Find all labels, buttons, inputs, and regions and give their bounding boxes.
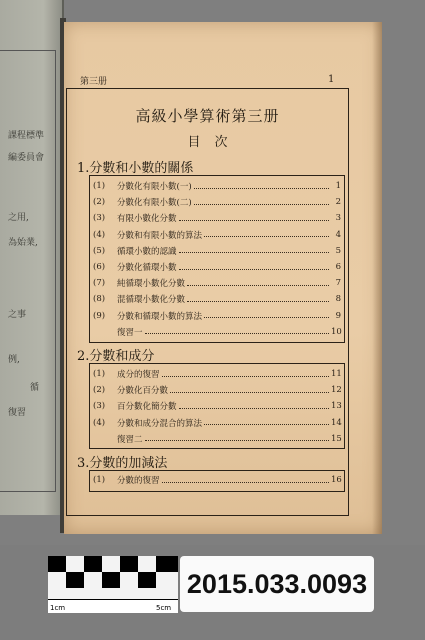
left-text-fragment: 之用, [8,213,29,223]
toc-leader-dots [179,408,329,409]
toc-entry-number: (4) [93,229,106,240]
toc-entry-label: 復習二 [117,434,143,445]
toc-entry-number: (1) [93,369,106,379]
scale-square [102,572,120,588]
toc-entry-page: 13 [331,401,342,412]
scale-label-right: 5cm [156,604,172,612]
toc-entry [93,325,341,339]
toc-leader-dots [187,285,329,286]
toc-entry [93,292,341,306]
left-text-fragment: 編委員會 [8,153,45,163]
toc-entry-number: (8) [93,294,106,305]
toc-entry-page: 14 [331,417,342,428]
scale-square [138,572,156,588]
toc-leader-dots [204,424,329,425]
toc-leader-dots [179,269,329,270]
toc-entry-label: 循環小數的認識 [117,246,177,257]
toc-entry-page: 9 [335,310,341,321]
toc-entry-page: 7 [335,278,341,289]
toc-entry-label: 混循環小數化分數 [117,295,186,306]
scale-square [120,556,138,572]
chapter-title: 3.分數的加減法 [77,456,168,471]
chapter-title: 1.分數和小數的關係 [77,161,194,176]
toc-leader-dots [204,236,329,237]
toc-entry [93,276,341,290]
toc-entry-label: 分數的復習 [117,476,160,486]
toc-leader-dots [145,333,329,334]
book-page [64,22,382,534]
toc-entry [93,228,341,242]
toc-leader-dots [179,220,329,221]
toc-entry-page: 6 [335,262,341,272]
toc-entry-page: 2 [335,197,341,208]
toc-leader-dots [187,301,329,302]
toc-entry-label: 有限小數化分數 [117,214,177,225]
toc-leader-dots [179,252,329,253]
toc-entry-label: 百分數化簡分數 [117,402,177,413]
toc-entry-number: (4) [93,417,106,428]
toc-entry-label: 分數和成分混合的算法 [117,418,203,429]
toc-entry-label: 分數和有限小數的算法 [117,230,203,241]
toc-entry-page: 10 [331,326,342,337]
toc-entry [93,195,341,209]
scale-square [84,556,102,572]
left-facing-page [0,0,64,515]
left-text-fragment: 課程標準 [8,131,45,141]
toc-entry-page: 15 [331,433,342,444]
toc-entry-number: (1) [93,475,106,485]
toc-entry-number: (9) [93,310,106,321]
toc-entry [93,367,341,381]
running-header: 第三册 [80,77,108,87]
toc-entry-page: 1 [335,181,341,191]
toc-entry-label: 分數化有限小數(一) [117,182,192,192]
toc-entry [93,383,341,397]
scale-label-left: 1cm [50,604,66,612]
scale-square [48,556,66,572]
toc-entry-label: 分數化有限小數(二) [117,198,192,209]
book-title: 高級小學算術第三册 [135,107,280,125]
toc-entry-page: 11 [331,369,342,379]
toc-entry-number: (5) [93,245,106,256]
scale-square [66,572,84,588]
toc-entry [93,260,341,274]
toc-entry-number: (3) [93,401,106,412]
left-text-fragment: 例, [8,355,20,365]
toc-entry [93,211,341,225]
toc-heading: 目次 [187,135,242,150]
scale-square [156,556,178,572]
left-text-fragment: 復習 [8,408,27,418]
toc-entry-label: 分數化百分數 [117,386,169,397]
toc-entry-page: 16 [331,475,342,485]
left-text-fragment: 為始業, [8,238,38,248]
toc-entry-label: 純循環小數化分數 [117,279,186,290]
toc-entry-label: 復習一 [117,327,143,338]
toc-entry-page: 3 [335,213,341,224]
toc-entry-number: (7) [93,278,106,289]
toc-entry [93,244,341,258]
toc-entry-number: (2) [93,385,106,396]
toc-entry-number: (6) [93,262,106,272]
toc-entry-page: 5 [335,245,341,256]
toc-leader-dots [170,392,329,393]
toc-leader-dots [194,188,329,189]
left-text-fragment: 之事 [8,310,27,320]
scale-ruler [48,599,178,613]
toc-entry [93,179,341,193]
toc-entry-page: 12 [331,385,342,396]
toc-entry-page: 8 [335,294,341,305]
catalog-id-label: 2015.033.0093 [180,556,374,612]
toc-leader-dots [162,482,329,483]
toc-leader-dots [145,440,329,441]
toc-leader-dots [194,204,329,205]
chapter-title: 2.分數和成分 [77,349,155,364]
toc-entry-number: (1) [93,181,106,191]
scale-bar [48,556,178,613]
toc-leader-dots [162,376,329,377]
left-text-fragment: 循 [30,383,40,393]
toc-entry [93,473,341,487]
toc-leader-dots [204,317,329,318]
toc-entry-page: 4 [335,229,341,240]
left-page-frame [0,50,56,492]
toc-entry-label: 分數化循環小數 [117,263,177,273]
toc-entry [93,399,341,413]
toc-entry-label: 成分的復習 [117,370,160,380]
toc-entry-label: 分數和循環小數的算法 [117,311,203,322]
toc-entry-number: (3) [93,213,106,224]
toc-entry [93,309,341,323]
toc-entry-number: (2) [93,197,106,208]
toc-entry [93,416,341,430]
page-number: 1 [328,74,335,85]
toc-entry [93,432,341,446]
page-edge-shadow [372,22,382,534]
toc-frame [66,88,349,516]
